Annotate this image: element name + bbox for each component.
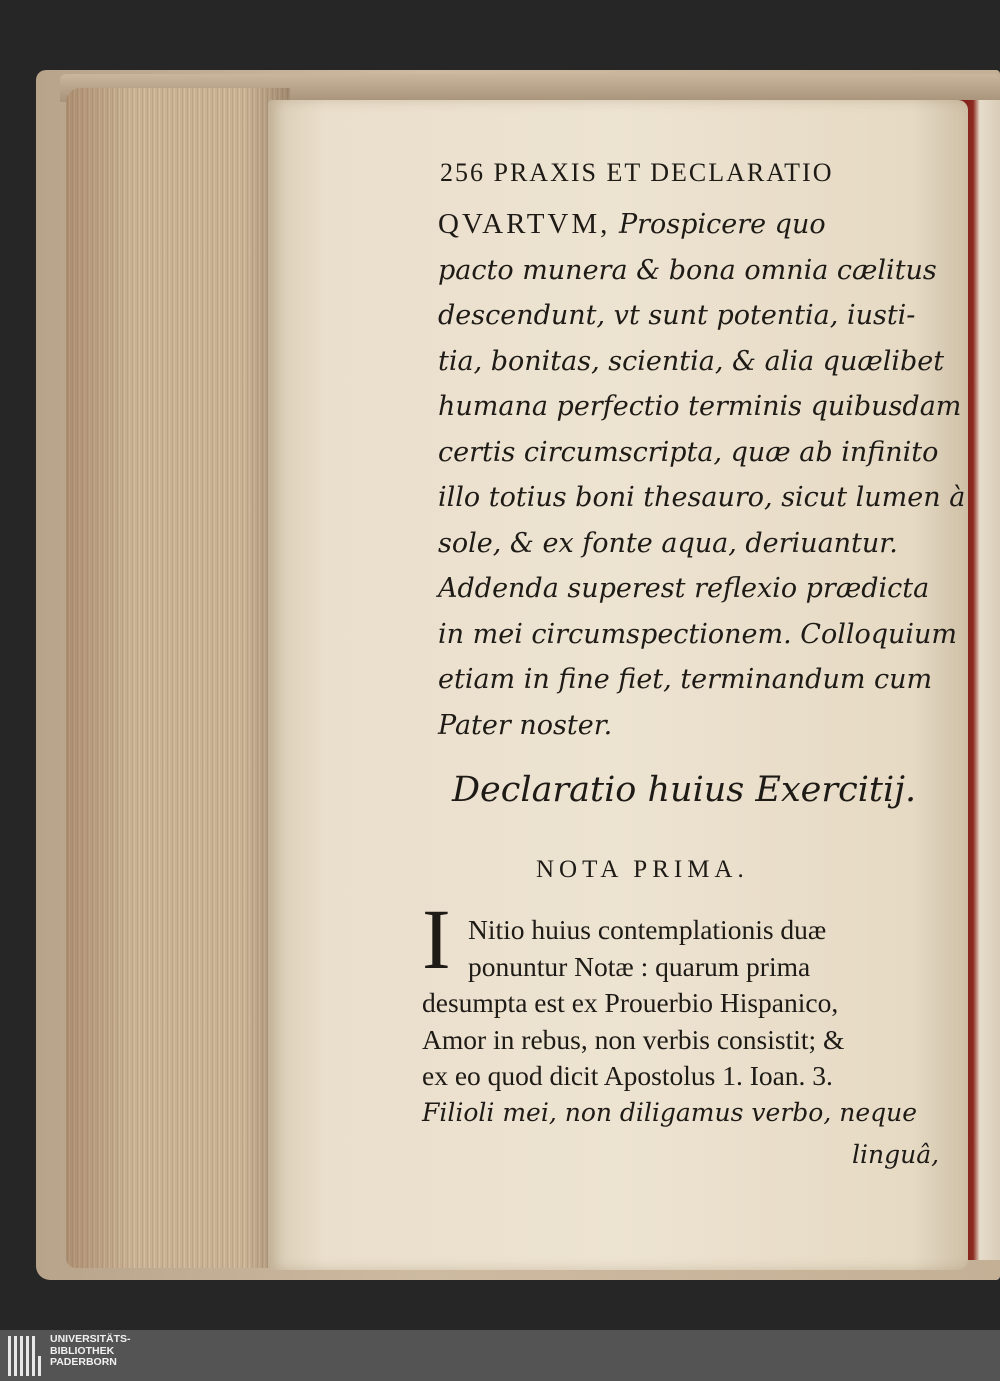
text-line: humana perfectio terminis quibusdam [438, 391, 962, 422]
quartum-lead: QVARTVM, [438, 208, 611, 240]
logo-line: PADERBORN [50, 1356, 117, 1368]
text-line: pacto munera & bona omnia cælitus [438, 254, 937, 286]
nota-heading: NOTA PRIMA. [536, 856, 749, 883]
section-subtitle: Declaratio huius Exercitij. [452, 770, 917, 810]
text-line: illo totius boni thesauro, sicut lumen à [438, 482, 966, 513]
text-line-content: Prospicere quo [618, 209, 826, 240]
footer-bar [0, 1330, 1000, 1381]
text-line: Filioli mei, non diligamus verbo, neque [422, 1097, 918, 1127]
text-line: Pater noster. [438, 709, 613, 741]
text-line: Nitio huius contemplationis duæ [468, 914, 827, 945]
logo-line: BIBLIOTHEK [50, 1344, 115, 1357]
text-line: in mei circumspectionem. Colloquium [438, 618, 958, 650]
library-logo-icon [8, 1336, 44, 1376]
text-line: ponuntur Notæ : quarum prima [468, 950, 811, 982]
running-header: 256 PRAXIS ET DECLARATIO [440, 158, 834, 187]
text-line: descendunt, vt sunt potentia, iusti- [438, 300, 916, 331]
text-line: Amor in rebus, non verbis consistit; & [422, 1023, 845, 1055]
text-line: sole, & ex fonte aqua, deriuantur. [438, 527, 898, 559]
text-line: Addenda superest reflexio prædicta [438, 573, 930, 604]
page-stack-shade [66, 88, 290, 1268]
catchword: linguâ, [852, 1140, 940, 1169]
text-line: ex eo quod dicit Apostolus 1. Ioan. 3. [422, 1060, 833, 1091]
text-line [438, 202, 965, 248]
text-line: tia, bonitas, scientia, & alia quælibet [438, 345, 945, 377]
text-line: desumpta est ex Prouerbio Hispanico, [422, 987, 839, 1018]
drop-cap: I [422, 891, 451, 987]
logo-line: UNIVERSITÄTS- [50, 1333, 131, 1345]
text-line: etiam in fine fiet, terminandum cum [438, 664, 933, 695]
library-logo-text [50, 1334, 131, 1369]
paragraph-quartum [438, 202, 965, 748]
text-line: certis circumscripta, quæ ab infinito [438, 436, 939, 468]
paragraph-nota-prima [422, 912, 917, 1131]
